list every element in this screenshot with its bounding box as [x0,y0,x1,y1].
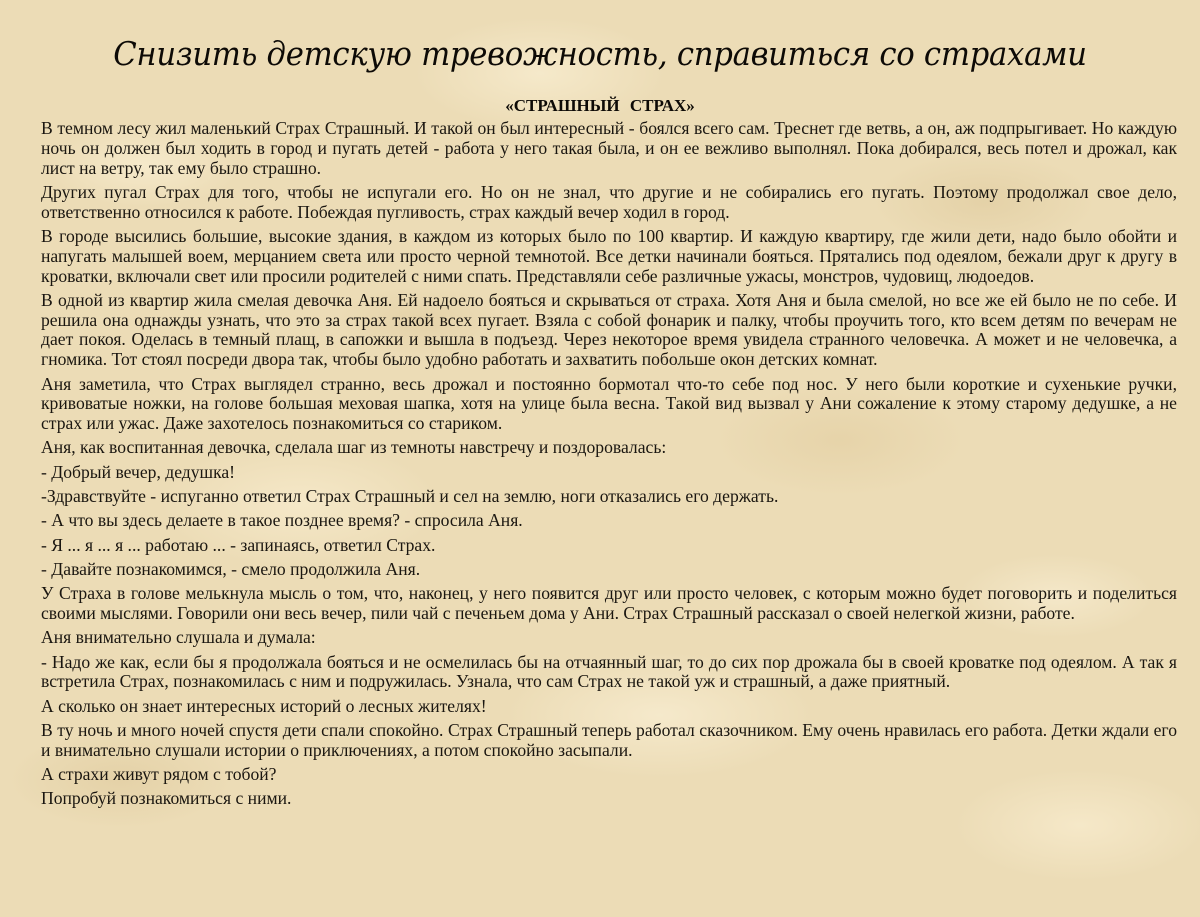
story-paragraph: В одной из квартир жила смелая девочка Аня. Ей надоело бояться и скрываться от страха. Хотя Аня и была смелой, но все же ей было не по себе. И решила она однажды узнать, что это за страх такой всех пугает. Взяла с собой фонарик и палку, чтобы проучить того, кто всем детям по вечерам не дает покоя. Оделась в темный плащ, в сапожки и вышла в подъезд. Через некоторое время увидела странного человечка. А может и не человечка, а гномика. Тот стоял посреди двора так, чтобы было удобно работать и захватить побольше окон детских комнат. [41,289,1177,370]
story-paragraph: Других пугал Страх для того, чтобы не испугали его. Но он не знал, что другие и не собирались его пугать. Поэтому продолжал свое дело, ответственно относился к работе. Побеждая пугливость, страх каждый вечер ходил в город. [41,181,1177,222]
story-paragraph: В темном лесу жил маленький Страх Страшный. И такой он был интересный - боялся всего сам. Треснет где ветвь, а он, аж подпрыгивает. Но каждую ночь он должен был ходить в город и пугать детей - работа у него такая была, и он ее вежливо выполнял. Пока добирался, весь потел и дрожал, как лист на ветру, так ему было страшно. [41,118,1177,178]
dialogue-line: - Я ... я ... я ... работаю ... - запинаясь, ответил Страх. [41,534,436,555]
story-question: А страхи живут рядом с тобой? [41,764,277,785]
dialogue-line: - А что вы здесь делаете в такое позднее время? - спросила Аня. [41,510,523,531]
story-paragraph: Аня внимательно слушала и думала: [41,627,316,648]
dialogue-line: - Надо же как, если бы я продолжала бояться и не осмелилась бы на отчаянный шаг, то до сих пор дрожала бы в своей кроватке под одеялом. А так я встретила Страх, познакомилась с ним и подружилась. Узнала, что сам Страх не такой уж и страшный, а даже приятный. [41,651,1177,692]
story-closing: Попробуй познакомиться с ними. [41,788,292,809]
story-paragraph: В городе высились большие, высокие здания, в каждом из которых было по 100 квартир. И каждую квартиру, где жили дети, надо было обойти и напугать малышей воем, мерцанием света или просто черной темнотой. Все детки начинали бояться. Прятались под одеялом, бежали друг к другу в кроватки, включали свет или просили родителей с ними спать. Представляли себе различные ужасы, монстров, чудовищ, людоедов. [41,225,1177,286]
dialogue-line: - Давайте познакомимся, - смело продолжила Аня. [41,558,421,579]
story-paragraph: У Страха в голове мелькнула мысль о том, что, наконец, у него появится друг или просто человек, с которым можно будет поговорить и поделиться своими мыслями. Говорили они весь вечер, пили чай с печеньем дома у Ани. Страх Страшный рассказал о своей нелегкой жизни, работе. [41,583,1177,624]
story-paragraph: А сколько он знает интересных историй о лесных жителях! [41,695,487,716]
story-paragraph: В ту ночь и много ночей спустя дети спали спокойно. Страх Страшный теперь работал сказочником. Ему очень нравилась его работа. Детки ждали его и внимательно слушали истории о приключениях, а потом спокойно засыпали. [41,720,1177,760]
story-paragraph: Аня, как воспитанная девочка, сделала шаг из темноты навстречу и поздоровалась: [41,437,667,458]
dialogue-line: -Здравствуйте - испуганно ответил Страх Страшный и сел на землю, ноги отказались его держать. [41,486,779,507]
story-title: «СТРАШНЫЙ СТРАХ» [505,96,695,115]
page-title: Снизить детскую тревожность, справиться со страхами [113,34,1087,73]
story-body [41,119,1177,814]
story-paragraph: Аня заметила, что Страх выглядел странно, весь дрожал и постоянно бормотал что-то себе под нос. У него были короткие и сухенькие ручки, кривоватые ножки, на голове большая меховая шапка, хотя на улице была весна. Такой вид вызвал у Ани сожаление к этому старому дедушке, а не страх или ужас. Даже захотелось познакомиться со стариком. [41,373,1177,434]
dialogue-line: - Добрый вечер, дедушка! [41,461,236,482]
